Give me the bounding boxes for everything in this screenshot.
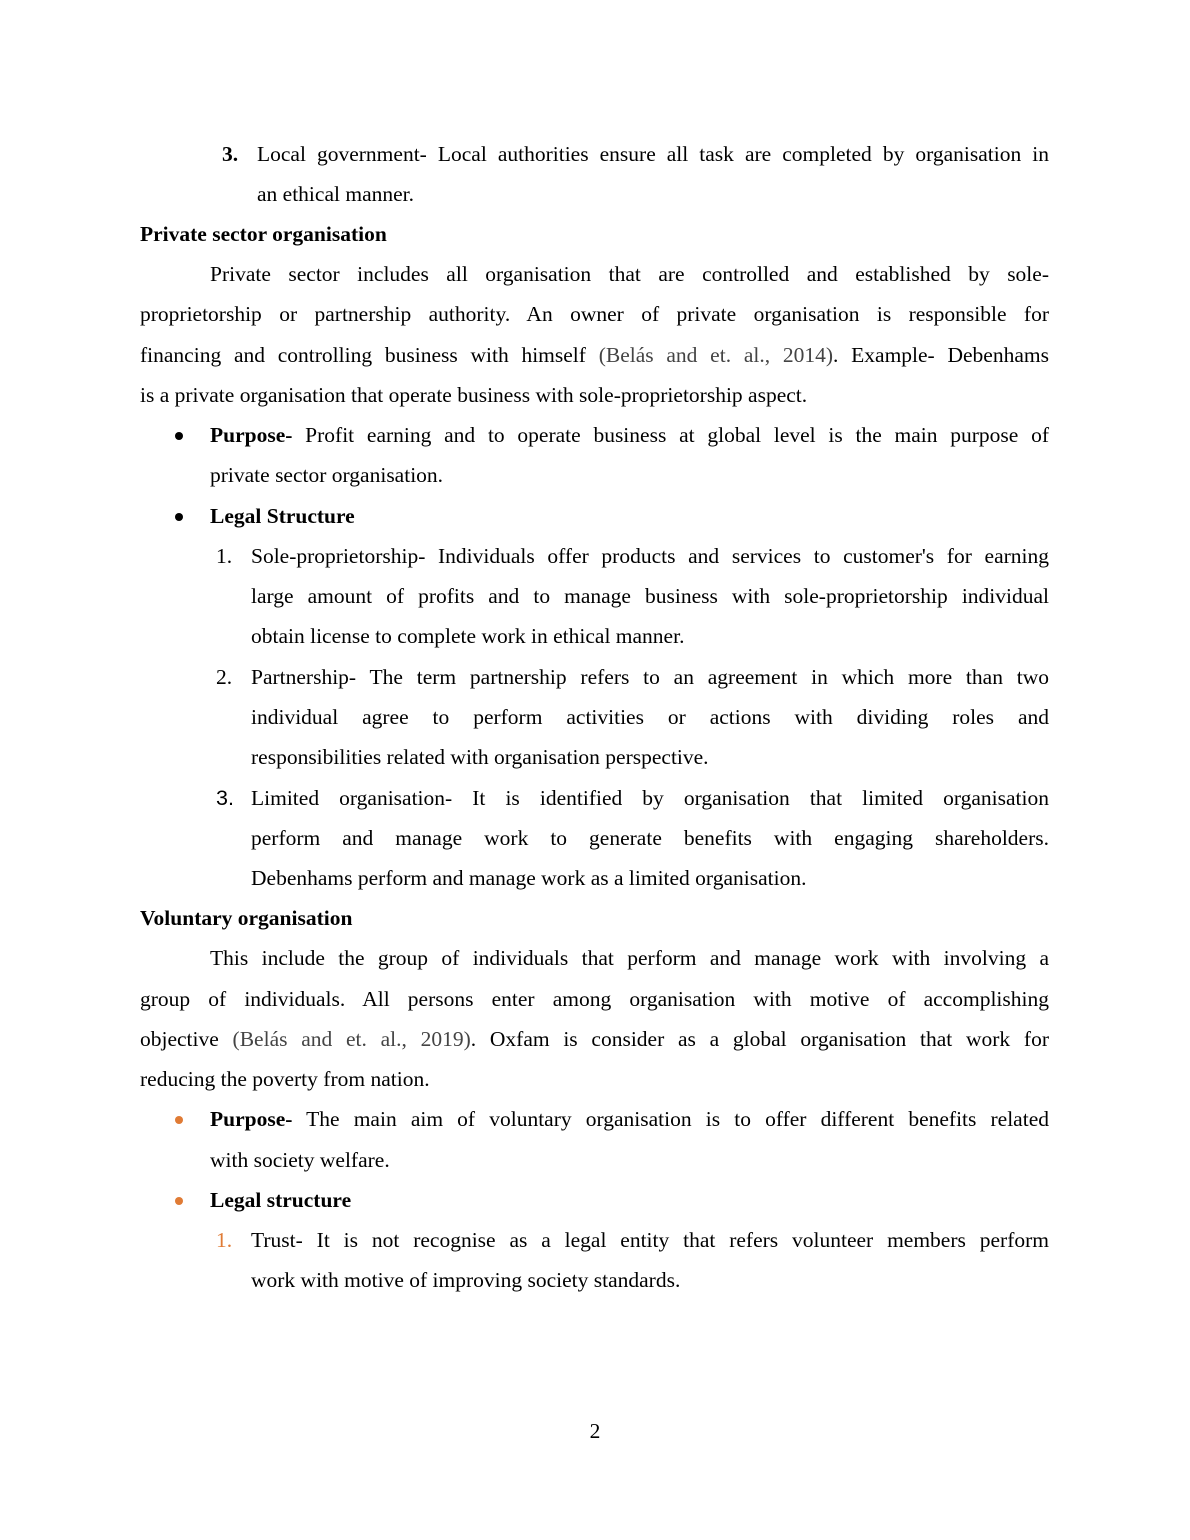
paragraph-text: financing and controlling business with himself xyxy=(140,343,599,367)
bullet-item-text: with society welfare. xyxy=(210,1148,390,1172)
bullet-label: Purpose- xyxy=(210,1107,293,1131)
bullet-text: Profit earning and to operate business at global level is the main purpose of xyxy=(292,423,1049,447)
bullet-icon xyxy=(175,432,183,440)
section-heading-voluntary: Voluntary organisation xyxy=(140,906,353,930)
paragraph-text: objective xyxy=(140,1027,233,1051)
bullet-label: Legal structure xyxy=(210,1188,352,1212)
list-marker: 2. xyxy=(216,665,233,689)
bullet-icon xyxy=(175,1116,183,1124)
list-item-text: obtain license to complete work in ethical manner. xyxy=(251,624,685,648)
bullet-label: Purpose- xyxy=(210,423,293,447)
list-item-text: individual agree to perform activities or actions with dividing roles and xyxy=(251,705,1049,729)
paragraph-line: group of individuals. All persons enter among organisation with motive of accomplishing xyxy=(140,987,1049,1011)
list-marker: 3. xyxy=(222,142,239,166)
list-item-text: responsibilities related with organisation perspective. xyxy=(251,745,709,769)
citation: (Belás and et. al., 2019) xyxy=(232,1027,471,1051)
bullet-icon xyxy=(175,513,183,521)
paragraph-line xyxy=(140,1026,1049,1052)
bullet-label: Legal Structure xyxy=(210,504,355,528)
list-item-text: Partnership- The term partnership refers to an agreement in which more than two xyxy=(251,665,1049,689)
paragraph-line: proprietorship or partnership authority. An owner of private organisation is responsible for xyxy=(140,302,1049,326)
paragraph-line: reducing the poverty from nation. xyxy=(140,1067,430,1091)
list-marker: 3. xyxy=(216,786,234,810)
bullet-text: The main aim of voluntary organisation is to offer different benefits related xyxy=(292,1107,1049,1131)
list-item-text: Debenhams perform and manage work as a limited organisation. xyxy=(251,866,807,890)
bullet-item-text: private sector organisation. xyxy=(210,463,444,487)
list-marker: 1. xyxy=(216,544,233,568)
citation: (Belás and et. al., 2014) xyxy=(598,343,834,367)
list-item-text: perform and manage work to generate benefits with engaging shareholders. xyxy=(251,826,1049,850)
list-item-text: Local government- Local authorities ensure all task are completed by organisation in xyxy=(257,142,1049,166)
list-item-text: Sole-proprietorship- Individuals offer products and services to customer's for earning xyxy=(251,544,1049,568)
page-number: 2 xyxy=(589,1419,601,1443)
bullet-item-text xyxy=(210,1106,1049,1132)
bullet-item-text xyxy=(210,422,1049,448)
list-item-text: Trust- It is not recognise as a legal entity that refers volunteer members perform xyxy=(251,1228,1049,1252)
paragraph-text: . Oxfam is consider as a global organisation that work for xyxy=(470,1027,1049,1051)
list-item-text: large amount of profits and to manage business with sole-proprietorship individual xyxy=(251,584,1049,608)
list-item-text: an ethical manner. xyxy=(257,182,414,206)
list-marker: 1. xyxy=(216,1228,233,1252)
paragraph-line: Private sector includes all organisation that are controlled and established by sole- xyxy=(210,262,1049,286)
paragraph-line: is a private organisation that operate business with sole-proprietorship aspect. xyxy=(140,383,808,407)
bullet-icon xyxy=(175,1197,183,1205)
list-item-text: Limited organisation- It is identified by organisation that limited organisation xyxy=(251,786,1049,810)
paragraph-text: . Example- Debenhams xyxy=(833,343,1049,367)
list-item-text: work with motive of improving society standards. xyxy=(251,1268,681,1292)
paragraph-line xyxy=(140,342,1049,368)
section-heading-private: Private sector organisation xyxy=(140,222,387,246)
paragraph-line: This include the group of individuals that perform and manage work with involving a xyxy=(210,946,1049,970)
